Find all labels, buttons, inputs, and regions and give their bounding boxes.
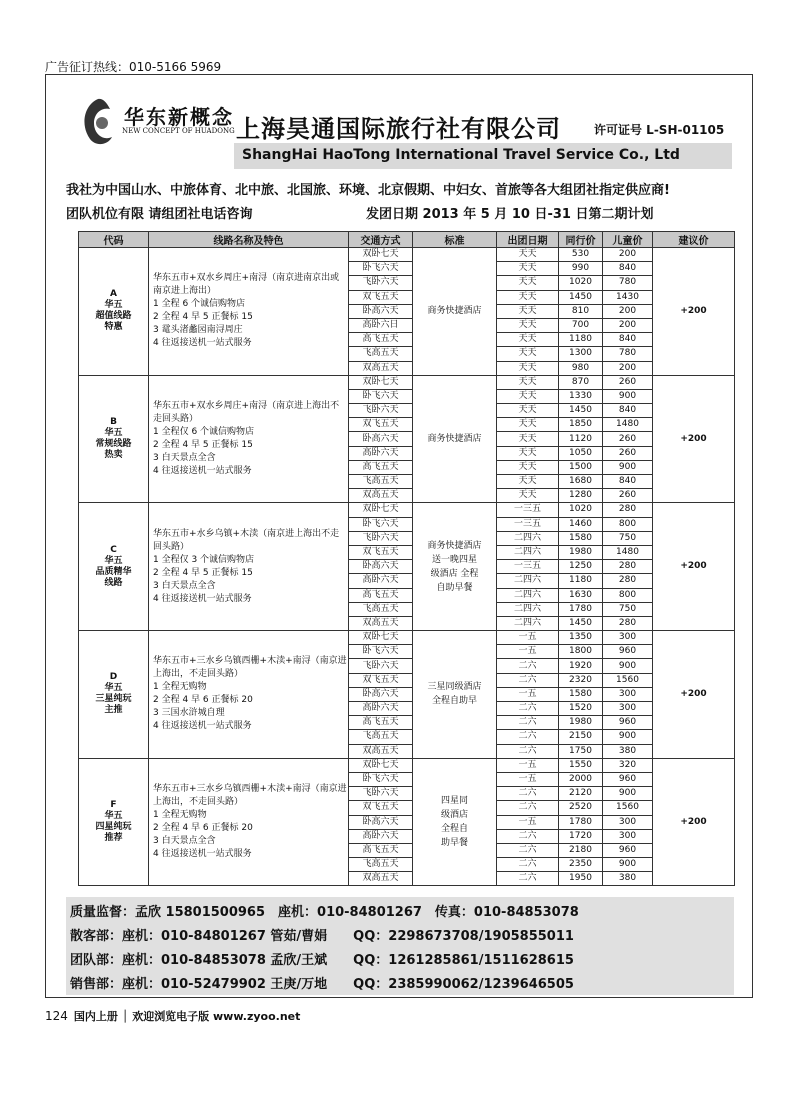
route-code-line: D [109,672,118,683]
route-code-line: 特惠 [104,322,123,333]
contact-group: 团队部：座机：010-84853078 孟欣/王斌 QQ：1261285861/1511628615 [70,953,574,968]
trade-price-cell: 1520 [559,702,603,716]
departure-date-cell: 二六 [497,858,559,872]
route-description-line: 3 鼋头渚蠡园南浔周庄 [153,325,243,336]
route-description-line: 华东五市+水乡乌镇+木渎（南京进上海出不走回头路） [153,528,340,552]
hotel-standard-line: 送一晚四星 [431,554,477,565]
hotel-standard-cell [413,248,497,376]
departure-date-cell: 天天 [497,404,559,418]
suggested-price-cell: +200 [653,248,735,376]
child-price-cell: 320 [603,758,653,772]
trade-price-cell: 1050 [559,446,603,460]
suggested-price-cell: +200 [653,503,735,631]
trade-price-cell: 1980 [559,545,603,559]
footer-text: 国内上册 │ 欢迎浏览电子版 www.zyoo.net [73,1010,301,1023]
header-child-price: 儿童价 [603,232,653,248]
transport-cell: 飞高五天 [349,602,413,616]
route-description-line: 1 全程仅 3 个诚信购物店 [153,554,255,565]
trade-price-cell: 1800 [559,645,603,659]
route-description-line: 2 全程 4 早 6 正餐标 20 [153,823,253,834]
route-code-line: 四星纯玩 [95,822,132,833]
route-code-line: 华五 [104,428,123,439]
hotel-standard-line: 自助早餐 [436,582,473,593]
group-note: 团队机位有限 请组团社电话咨询 [66,207,253,222]
route-description-line: 1 全程无购物 [153,810,207,821]
transport-cell: 双高五天 [349,616,413,630]
trade-price-cell: 1920 [559,659,603,673]
transport-cell: 飞卧六天 [349,276,413,290]
trade-price-cell: 1250 [559,560,603,574]
suggested-price-cell: +200 [653,631,735,759]
departure-date-cell: 二六 [497,716,559,730]
child-price-cell: 280 [603,574,653,588]
route-description-cell [149,375,349,503]
header-suggest-price: 建议价 [653,232,735,248]
child-price-cell: 1560 [603,673,653,687]
child-price-cell: 750 [603,602,653,616]
hotel-standard-cell [413,375,497,503]
hotel-standard-line: 级酒店 全程 [430,568,479,579]
transport-cell: 卧高六天 [349,560,413,574]
departure-date-cell: 一五 [497,758,559,772]
trade-price-cell: 1580 [559,531,603,545]
departure-date-cell: 天天 [497,432,559,446]
departure-date-cell: 一五 [497,815,559,829]
trade-price-cell: 1500 [559,460,603,474]
route-description-line: 3 白天景点全含 [153,836,216,847]
route-code-line: 超值线路 [95,311,132,322]
route-code-line: 常规线路 [95,439,132,450]
page-number: 124 [45,1009,68,1023]
trade-price-cell: 2000 [559,772,603,786]
trade-price-cell: 2350 [559,858,603,872]
departure-date-cell: 二四六 [497,588,559,602]
trade-price-cell: 1300 [559,347,603,361]
route-description-line: 华东五市+双水乡周庄+南浔（南京进上海出不走回头路） [153,401,340,425]
trade-price-cell: 2520 [559,801,603,815]
route-code-line: C [110,544,117,555]
route-code-line: F [110,800,117,811]
hotel-standard-cell [413,758,497,886]
trade-price-cell: 1450 [559,290,603,304]
departure-date-cell: 天天 [497,389,559,403]
child-price-cell: 900 [603,659,653,673]
child-price-cell: 260 [603,446,653,460]
transport-cell: 双飞五天 [349,801,413,815]
departure-date-cell: 天天 [497,333,559,347]
transport-cell: 双高五天 [349,744,413,758]
contact-retail: 散客部：座机：010-84801267 管茹/曹娟 QQ：2298673708/1905855011 [70,929,574,944]
hotel-standard-cell [413,503,497,631]
transport-cell: 飞卧六天 [349,659,413,673]
transport-cell: 高飞五天 [349,843,413,857]
trade-price-cell: 1460 [559,517,603,531]
advert-frame [45,74,753,998]
departure-date-cell: 天天 [497,375,559,389]
table-row [79,758,735,772]
route-description-line: 2 全程 4 早 5 正餐标 15 [153,567,253,578]
hotel-standard-line: 级酒店 [440,810,468,821]
departure-date-cell: 一三五 [497,517,559,531]
child-price-cell: 300 [603,829,653,843]
child-price-cell: 300 [603,631,653,645]
route-price-table [78,231,735,886]
departure-date-cell: 二六 [497,872,559,886]
trade-price-cell: 1780 [559,815,603,829]
transport-cell: 双卧七天 [349,503,413,517]
transport-cell: 高飞五天 [349,333,413,347]
departure-date-cell: 一五 [497,772,559,786]
transport-cell: 飞高五天 [349,730,413,744]
departure-date-cell: 二六 [497,673,559,687]
trade-price-cell: 2150 [559,730,603,744]
supplier-note: 我社为中国山水、中旅体育、北中旅、北国旅、环境、北京假期、中妇女、首旅等各大组团社指定供应商! [66,183,670,198]
route-description-line: 华东五市+三水乡乌镇西栅+木渎+南浔（南京进上海出，不走回头路） [153,656,347,680]
departure-date-cell: 二四六 [497,574,559,588]
child-price-cell: 380 [603,872,653,886]
departure-date-cell: 二六 [497,730,559,744]
route-description-line: 4 往返接送机一站式服务 [153,338,252,349]
trade-price-cell: 990 [559,262,603,276]
transport-cell: 卧高六天 [349,687,413,701]
transport-cell: 飞卧六天 [349,787,413,801]
header-route: 线路名称及特色 [149,232,349,248]
trade-price-cell: 980 [559,361,603,375]
hotel-standard-line: 商务快捷酒店 [427,434,482,445]
departure-date-cell: 天天 [497,418,559,432]
trade-price-cell: 1280 [559,489,603,503]
company-name-cn: 上海昊通国际旅行社有限公司 [236,115,561,143]
logo-english: NEW CONCEPT OF HUADONG [122,127,235,135]
transport-cell: 高卧六天 [349,446,413,460]
child-price-cell: 300 [603,687,653,701]
transport-cell: 卧飞六天 [349,389,413,403]
child-price-cell: 260 [603,432,653,446]
route-code-line: 三星纯玩 [95,694,132,705]
child-price-cell: 800 [603,588,653,602]
hotel-standard-line: 全程自 [440,824,468,835]
trade-price-cell: 2320 [559,673,603,687]
route-description-line: 3 三国水浒城自理 [153,708,225,719]
trade-price-cell: 1180 [559,574,603,588]
company-name-en: ShangHai HaoTong International Travel Service Co., Ltd [242,147,680,163]
trade-price-cell: 870 [559,375,603,389]
contact-sales: 销售部：座机：010-52479902 王庚/万地 QQ：2385990062/1239646505 [70,977,574,992]
child-price-cell: 200 [603,248,653,262]
route-description-line: 2 全程 4 早 6 正餐标 20 [153,695,253,706]
transport-cell: 飞高五天 [349,347,413,361]
transport-cell: 飞高五天 [349,475,413,489]
departure-date-cell: 天天 [497,361,559,375]
child-price-cell: 800 [603,517,653,531]
child-price-cell: 900 [603,460,653,474]
departure-date-cell: 天天 [497,460,559,474]
trade-price-cell: 1020 [559,276,603,290]
license-number: 许可证号 L-SH-01105 [594,123,725,137]
transport-cell: 飞卧六天 [349,404,413,418]
table-row [79,503,735,517]
child-price-cell: 780 [603,347,653,361]
route-description-cell [149,631,349,759]
transport-cell: 高飞五天 [349,588,413,602]
departure-date-cell: 天天 [497,475,559,489]
child-price-cell: 1480 [603,418,653,432]
transport-cell: 卧飞六天 [349,645,413,659]
trade-price-cell: 1720 [559,829,603,843]
route-description-line: 华东五市+双水乡周庄+南浔（南京进南京出或南京进上海出） [153,273,340,297]
child-price-cell: 900 [603,730,653,744]
route-code-line: 华五 [104,683,123,694]
child-price-cell: 900 [603,389,653,403]
trade-price-cell: 2120 [559,787,603,801]
trade-price-cell: 1120 [559,432,603,446]
transport-cell: 高飞五天 [349,460,413,474]
route-description-line: 1 全程 6 个诚信购物店 [153,299,246,310]
trade-price-cell: 1580 [559,687,603,701]
route-description-line: 3 白天景点全含 [153,453,216,464]
departure-date-cell: 二四六 [497,616,559,630]
transport-cell: 高飞五天 [349,716,413,730]
route-code-line: 线路 [104,577,123,588]
departure-date-cell: 一五 [497,687,559,701]
departure-date-cell: 二六 [497,744,559,758]
trade-price-cell: 1350 [559,631,603,645]
trade-price-cell: 1630 [559,588,603,602]
table-header-row [79,232,735,248]
table-row [79,248,735,262]
departure-date-cell: 天天 [497,347,559,361]
table-row [79,375,735,389]
trade-price-cell: 1950 [559,872,603,886]
child-price-cell: 780 [603,276,653,290]
trade-price-cell: 1750 [559,744,603,758]
route-code-line: 推荐 [104,833,123,844]
departure-date-cell: 天天 [497,248,559,262]
transport-cell: 高卧六日 [349,318,413,332]
transport-cell: 高卧六天 [349,829,413,843]
departure-note: 发团日期 2013 年 5 月 10 日-31 日第二期计划 [366,207,654,222]
suggested-price-cell: +200 [653,758,735,886]
hotel-standard-line: 四星同 [440,796,468,807]
transport-cell: 卧高六天 [349,432,413,446]
header-transport: 交通方式 [349,232,413,248]
trade-price-cell: 530 [559,248,603,262]
departure-date-cell: 天天 [497,446,559,460]
departure-date-cell: 天天 [497,304,559,318]
trade-price-cell: 1780 [559,602,603,616]
route-code-line: 热卖 [104,450,123,461]
trade-price-cell: 1850 [559,418,603,432]
departure-date-cell: 天天 [497,290,559,304]
suggested-price-cell: +200 [653,375,735,503]
route-description-line: 4 往返接送机一站式服务 [153,593,252,604]
child-price-cell: 840 [603,475,653,489]
departure-date-cell: 天天 [497,489,559,503]
departure-date-cell: 二六 [497,659,559,673]
child-price-cell: 960 [603,843,653,857]
hotel-standard-line: 三星同级酒店 [427,682,482,693]
trade-price-cell: 1180 [559,333,603,347]
child-price-cell: 200 [603,318,653,332]
departure-date-cell: 二六 [497,801,559,815]
route-description-line: 1 全程仅 6 个诚信购物店 [153,427,255,438]
transport-cell: 双卧七天 [349,758,413,772]
departure-date-cell: 天天 [497,276,559,290]
route-code-line: 主推 [104,705,123,716]
header-date: 出团日期 [497,232,559,248]
route-code-line: 华五 [104,811,123,822]
route-description-line: 2 全程 4 早 5 正餐标 15 [153,312,253,323]
route-description-line: 4 往返接送机一站式服务 [153,466,252,477]
route-code-cell [79,758,149,886]
route-code-cell [79,248,149,376]
transport-cell: 高卧六天 [349,702,413,716]
departure-date-cell: 天天 [497,262,559,276]
transport-cell: 双高五天 [349,872,413,886]
child-price-cell: 280 [603,560,653,574]
child-price-cell: 1480 [603,545,653,559]
child-price-cell: 960 [603,716,653,730]
route-description-line: 4 往返接送机一站式服务 [153,849,252,860]
table-row [79,631,735,645]
route-description-line: 1 全程无购物 [153,682,207,693]
company-logo-icon [76,95,120,149]
child-price-cell: 280 [603,616,653,630]
departure-date-cell: 二四六 [497,531,559,545]
transport-cell: 卧飞六天 [349,262,413,276]
trade-price-cell: 1330 [559,389,603,403]
route-code-line: 品质精华 [95,566,132,577]
trade-price-cell: 700 [559,318,603,332]
route-description-cell [149,503,349,631]
child-price-cell: 960 [603,772,653,786]
route-description-line: 3 白天景点全含 [153,580,216,591]
departure-date-cell: 二四六 [497,545,559,559]
child-price-cell: 900 [603,858,653,872]
route-code-line: B [110,417,117,428]
hotel-standard-line: 全程自助早 [431,696,477,707]
child-price-cell: 750 [603,531,653,545]
transport-cell: 卧高六天 [349,304,413,318]
trade-price-cell: 2180 [559,843,603,857]
route-code-cell [79,503,149,631]
trade-price-cell: 1980 [559,716,603,730]
departure-date-cell: 二四六 [497,602,559,616]
transport-cell: 双高五天 [349,361,413,375]
hotel-standard-line: 商务快捷酒店 [427,306,482,317]
child-price-cell: 300 [603,815,653,829]
hotel-standard-cell [413,631,497,759]
transport-cell: 卧飞六天 [349,517,413,531]
route-code-cell [79,631,149,759]
trade-price-cell: 1450 [559,404,603,418]
child-price-cell: 840 [603,333,653,347]
child-price-cell: 960 [603,645,653,659]
transport-cell: 双高五天 [349,489,413,503]
ad-hotline: 广告征订热线：010-5166 5969 [45,60,222,74]
route-table-body [79,248,735,886]
transport-cell: 双飞五天 [349,545,413,559]
trade-price-cell: 1550 [559,758,603,772]
trade-price-cell: 810 [559,304,603,318]
route-code-line: 华五 [104,300,123,311]
transport-cell: 高卧六天 [349,574,413,588]
child-price-cell: 300 [603,702,653,716]
child-price-cell: 1430 [603,290,653,304]
child-price-cell: 380 [603,744,653,758]
route-code-line: A [110,289,117,300]
page-footer [45,1008,300,1024]
contact-quality: 质量监督：孟欣 15801500965 座机：010-84801267 传真：010-84853078 [70,905,579,920]
route-description-cell [149,248,349,376]
trade-price-cell: 1020 [559,503,603,517]
departure-date-cell: 一五 [497,631,559,645]
transport-cell: 双飞五天 [349,673,413,687]
child-price-cell: 260 [603,375,653,389]
departure-date-cell: 二六 [497,829,559,843]
header-standard: 标准 [413,232,497,248]
transport-cell: 飞卧六天 [349,531,413,545]
transport-cell: 双飞五天 [349,418,413,432]
route-description-line: 2 全程 4 早 5 正餐标 15 [153,440,253,451]
child-price-cell: 200 [603,304,653,318]
child-price-cell: 280 [603,503,653,517]
transport-cell: 飞高五天 [349,858,413,872]
child-price-cell: 260 [603,489,653,503]
transport-cell: 双飞五天 [349,290,413,304]
departure-date-cell: 一三五 [497,503,559,517]
header-code: 代码 [79,232,149,248]
logo-chinese: 华东新概念 [124,105,234,129]
route-description-line: 4 往返接送机一站式服务 [153,721,252,732]
transport-cell: 卧高六天 [349,815,413,829]
hotel-standard-line: 助早餐 [440,838,468,849]
child-price-cell: 840 [603,404,653,418]
departure-date-cell: 二六 [497,702,559,716]
route-description-cell [149,758,349,886]
transport-cell: 双卧七天 [349,375,413,389]
child-price-cell: 900 [603,787,653,801]
transport-cell: 双卧七天 [349,248,413,262]
trade-price-cell: 1450 [559,616,603,630]
child-price-cell: 200 [603,361,653,375]
trade-price-cell: 1680 [559,475,603,489]
route-description-line: 华东五市+三水乡乌镇西栅+木渎+南浔（南京进上海出，不走回头路） [153,784,347,808]
departure-date-cell: 一五 [497,645,559,659]
route-code-cell [79,375,149,503]
transport-cell: 卧飞六天 [349,772,413,786]
hotel-standard-line: 商务快捷酒店 [427,540,482,551]
departure-date-cell: 一三五 [497,560,559,574]
route-code-line: 华五 [104,555,123,566]
departure-date-cell: 天天 [497,318,559,332]
transport-cell: 双卧七天 [349,631,413,645]
child-price-cell: 1560 [603,801,653,815]
header-trade-price: 同行价 [559,232,603,248]
child-price-cell: 840 [603,262,653,276]
departure-date-cell: 二六 [497,843,559,857]
departure-date-cell: 二六 [497,787,559,801]
